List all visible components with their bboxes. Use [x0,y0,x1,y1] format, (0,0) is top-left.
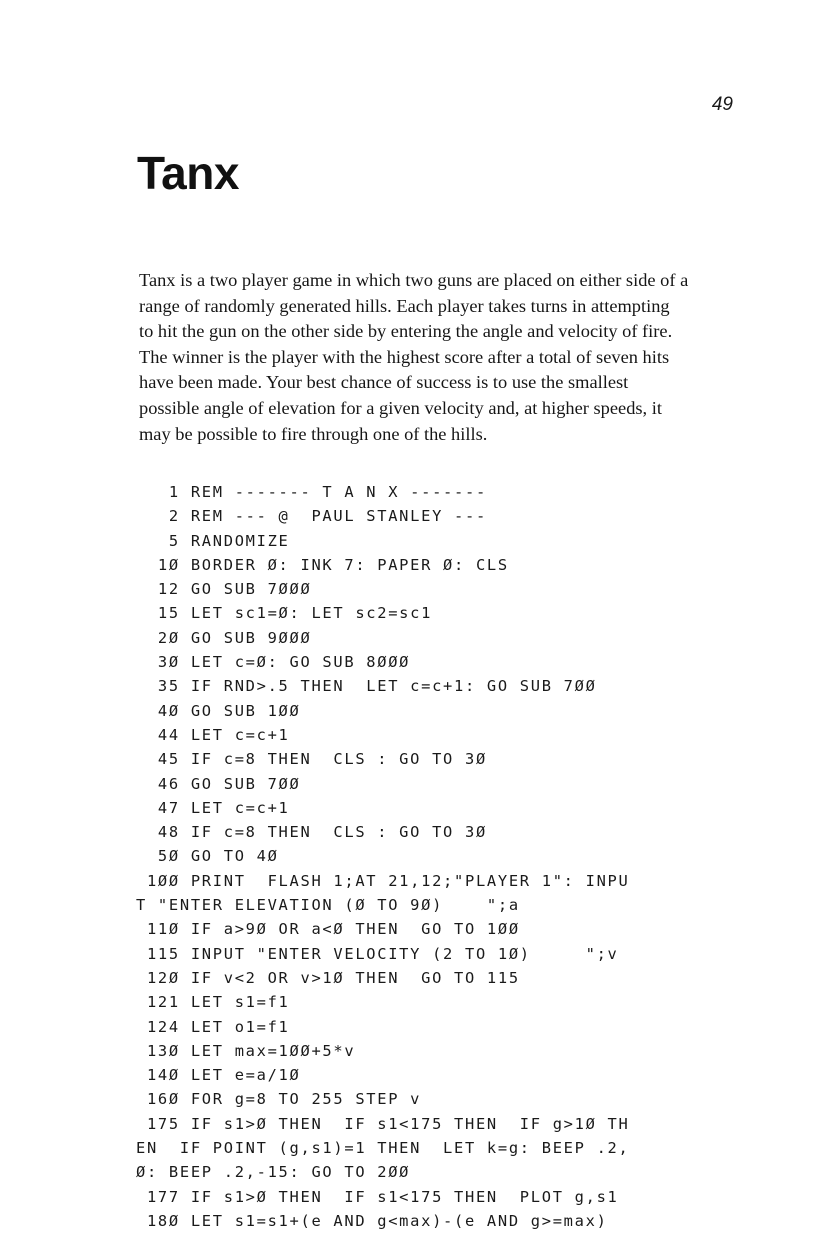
code-line: 1ØØ PRINT FLASH 1;AT 21,12;"PLAYER 1": INPU [136,871,630,890]
code-line: 124 LET o1=f1 [136,1017,290,1036]
code-line: 14Ø LET e=a/1Ø [136,1066,301,1085]
intro-line: range of randomly generated hills. Each player takes turns in attempting [139,295,670,316]
intro-line: to hit the gun on the other side by entering the angle and velocity of fire. [139,321,673,342]
code-line: 121 LET s1=f1 [136,993,290,1012]
code-line: 2 REM --- @ PAUL STANLEY --- [136,507,487,526]
intro-line: have been made. Your best chance of success is to use the smallest [139,372,629,393]
code-line: Ø: BEEP .2,-15: GO TO 2ØØ [136,1163,411,1182]
code-line: 12 GO SUB 7ØØØ [136,580,312,599]
code-line: 13Ø LET max=1ØØ+5*v [136,1041,356,1060]
code-line: EN IF POINT (g,s1)=1 THEN LET k=g: BEEP .2, [136,1139,630,1158]
code-line: 12Ø IF v<2 OR v>1Ø THEN GO TO 115 [136,968,520,987]
code-line: 47 LET c=c+1 [136,798,290,817]
code-line: T "ENTER ELEVATION (Ø TO 9Ø) ";a [136,896,520,915]
code-line: 44 LET c=c+1 [136,725,290,744]
code-line: 46 GO SUB 7ØØ [136,774,301,793]
code-line: 177 IF s1>Ø THEN IF s1<175 THEN PLOT g,s1 [136,1187,619,1206]
intro-line: Tanx is a two player game in which two guns are placed on either side of a [139,270,689,290]
intro-line: may be possible to fire through one of the hills. [139,423,488,444]
code-line: 16Ø FOR g=8 TO 255 STEP v [136,1090,422,1109]
code-line: 115 INPUT "ENTER VELOCITY (2 TO 1Ø) ";v [136,944,619,963]
code-line: 1 REM ------- T A N X ------- [136,483,487,501]
code-line: 3Ø LET c=Ø: GO SUB 8ØØØ [136,653,411,672]
code-line: 45 IF c=8 THEN CLS : GO TO 3Ø [136,750,487,769]
code-line: 15 LET sc1=Ø: LET sc2=sc1 [136,604,433,623]
code-line: 5Ø GO TO 4Ø [136,847,279,866]
chapter-title: Tanx [137,147,239,199]
code-line: 48 IF c=8 THEN CLS : GO TO 3Ø [136,823,487,842]
intro-line: The winner is the player with the highest score after a total of seven hits [139,346,670,367]
intro-paragraph [139,268,739,447]
code-line: 1Ø BORDER Ø: INK 7: PAPER Ø: CLS [136,555,509,574]
code-line: 35 IF RND>.5 THEN LET c=c+1: GO SUB 7ØØ [136,677,597,696]
code-line: 2Ø GO SUB 9ØØØ [136,628,312,647]
code-line: 11Ø IF a>9Ø OR a<Ø THEN GO TO 1ØØ [136,920,520,939]
code-line: 175 IF s1>Ø THEN IF s1<175 THEN IF g>1Ø TH [136,1114,630,1133]
code-line: 4Ø GO SUB 1ØØ [136,701,301,720]
code-line: 18Ø LET s1=s1+(e AND g<max)-(e AND g>=max) [136,1211,608,1230]
code-line: 5 RANDOMIZE [136,531,290,550]
intro-line: possible angle of elevation for a given velocity and, at higher speeds, it [139,397,662,418]
basic-program-listing [136,480,776,1233]
page-number: 49 [711,94,733,115]
